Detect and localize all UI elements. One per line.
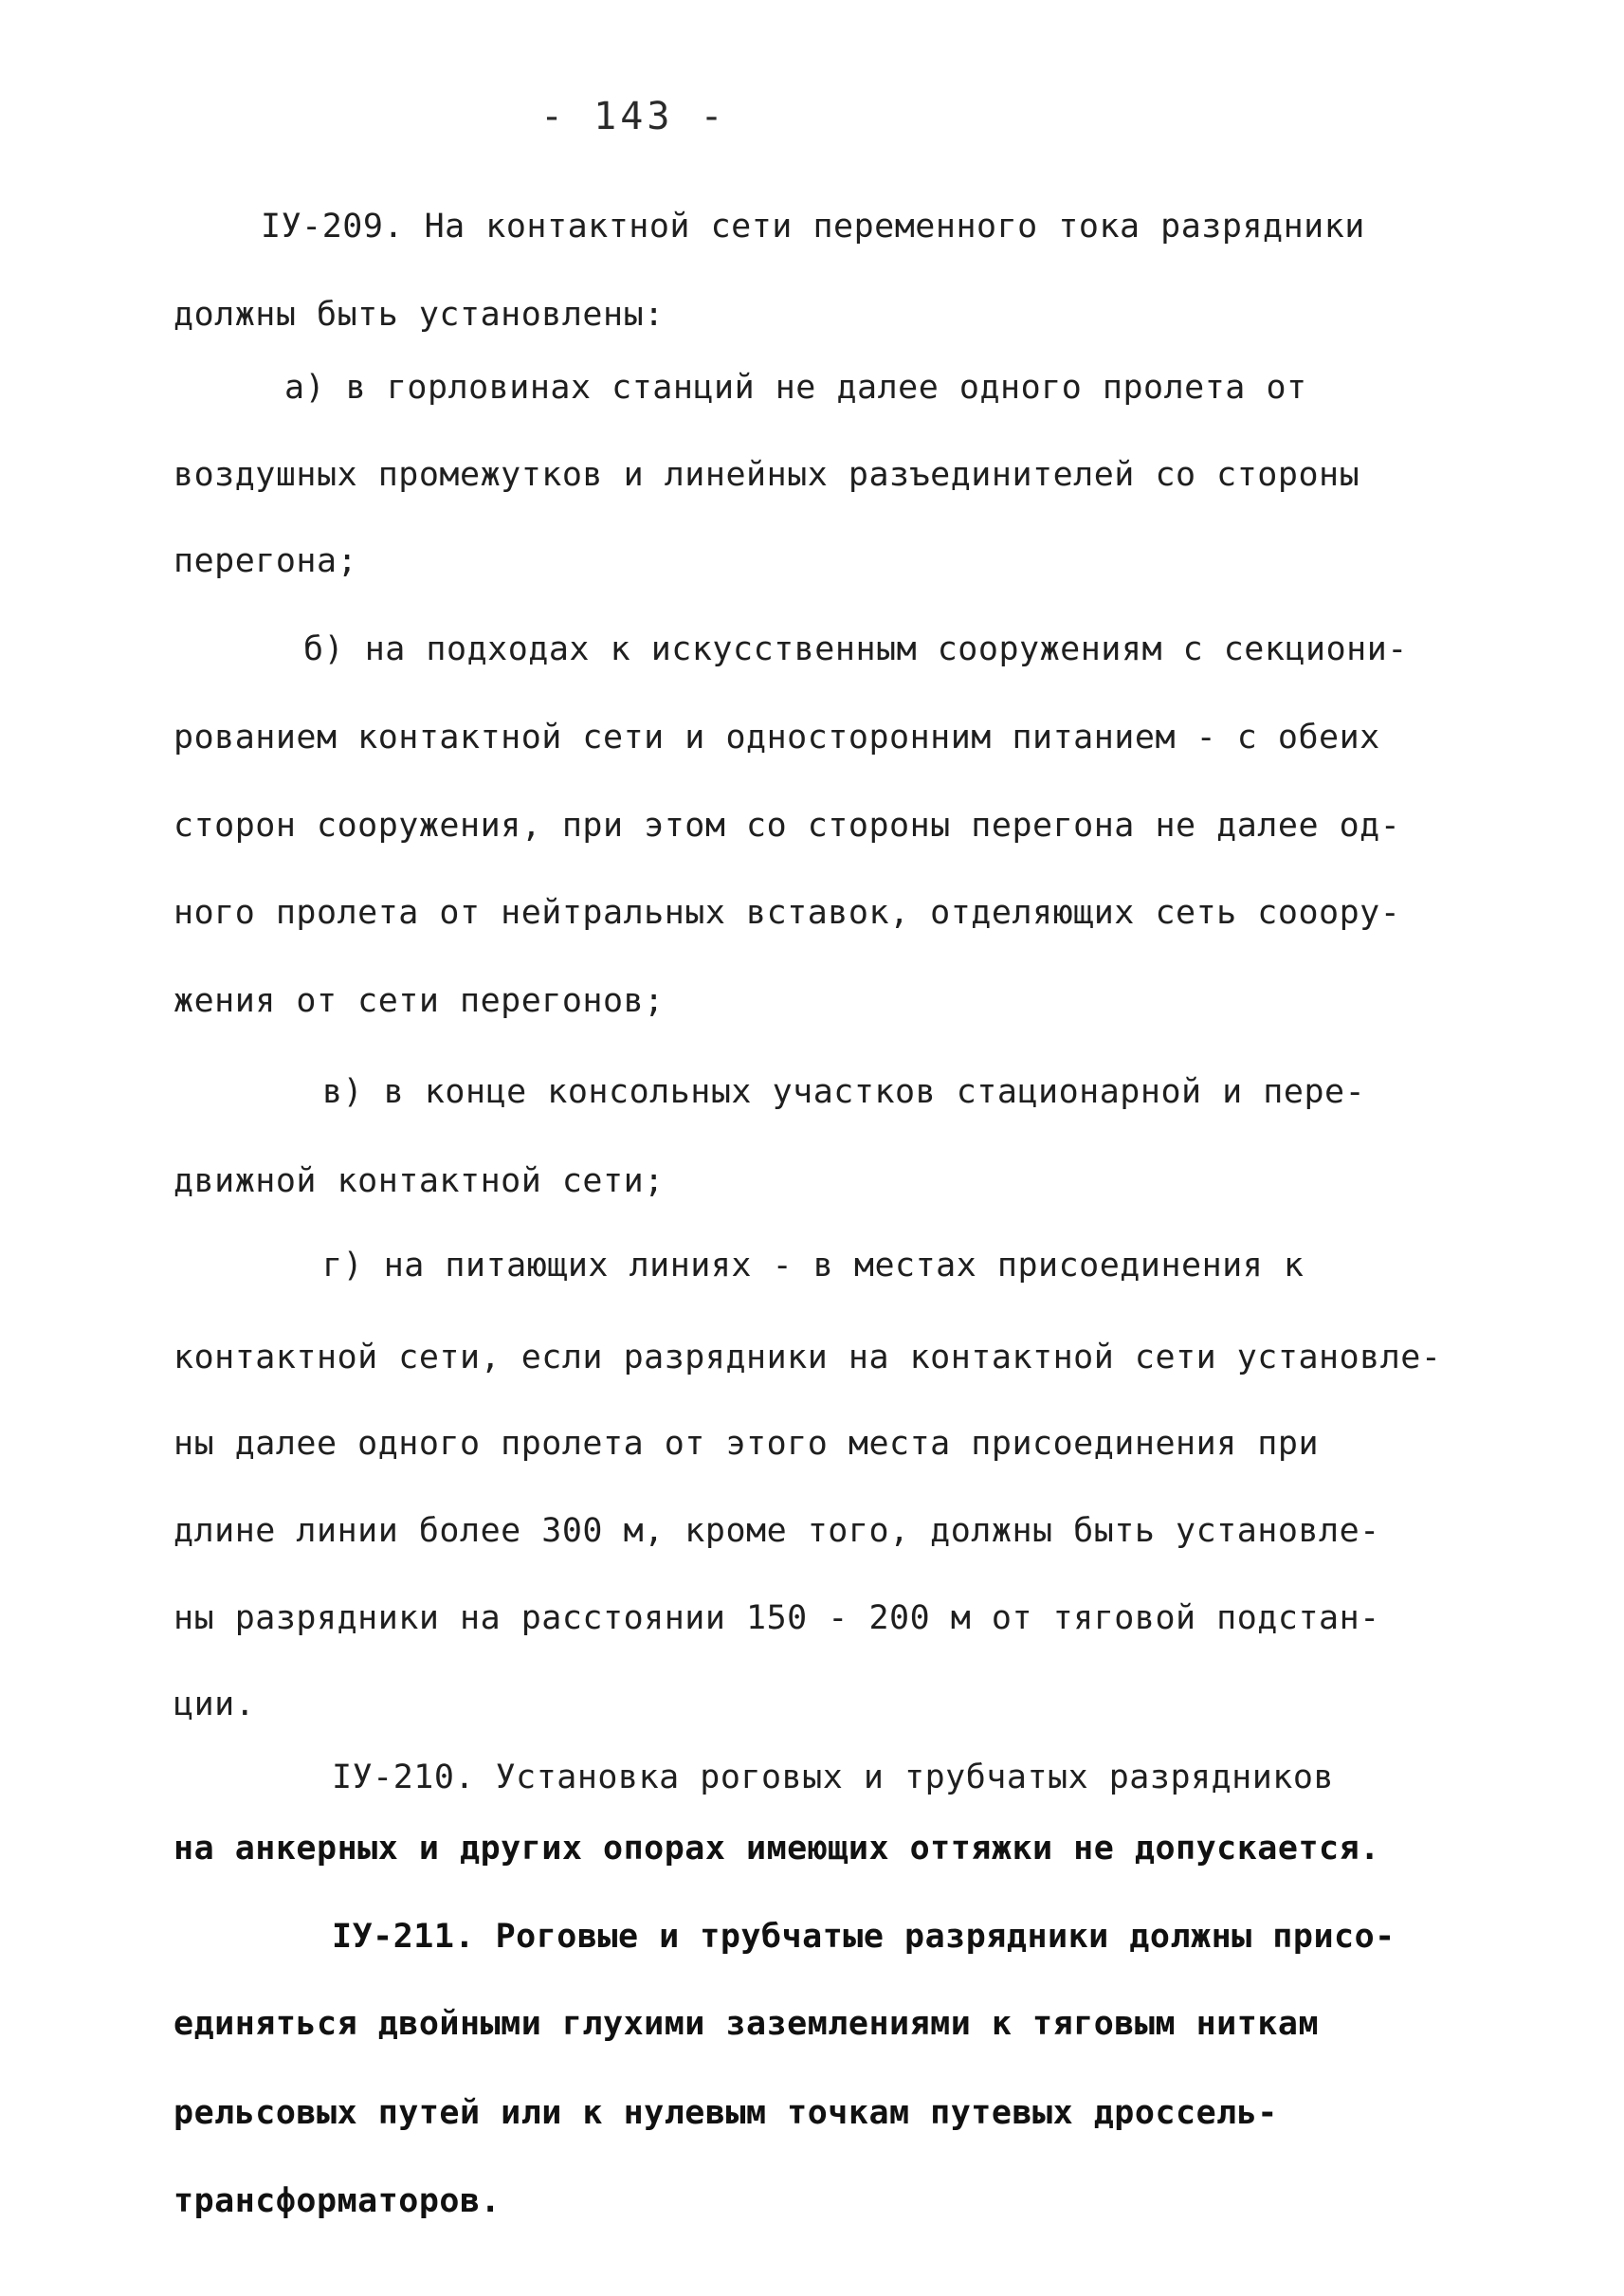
item-v-line-2: движной контактной сети; xyxy=(173,1162,665,1200)
paragraph-211-line-1: IУ-211. Роговые и трубчатые разрядники должны присо- xyxy=(332,1918,1396,1956)
item-g-line-1: г) на питающих линиях - в местах присоединения к xyxy=(322,1247,1305,1285)
item-b-line-4: ного пролета от нейтральных вставок, отделяющих сеть сооору- xyxy=(173,894,1401,932)
item-a-line-3: перегона; xyxy=(173,542,358,580)
item-g-line-3: ны далее одного пролета от этого места присоединения при xyxy=(173,1425,1320,1463)
item-b-line-3: сторон сооружения, при этом со стороны перегона не далее од- xyxy=(173,807,1401,845)
paragraph-209-line-1: IУ-209. На контактной сети переменного тока разрядники xyxy=(261,208,1365,246)
page-number: - 143 - xyxy=(540,95,727,138)
paragraph-209-line-2: должны быть установлены: xyxy=(173,296,665,334)
item-b-line-5: жения от сети перегонов; xyxy=(173,982,665,1020)
paragraph-210-line-1: IУ-210. Установка роговых и трубчатых разрядников xyxy=(332,1758,1335,1796)
item-g-line-6: ции. xyxy=(173,1686,256,1723)
paragraph-211-line-4: трансформаторов. xyxy=(173,2182,502,2220)
item-g-line-2: контактной сети, если разрядники на контактной сети установле- xyxy=(173,1339,1442,1376)
item-b-line-1: б) на подходах к искусственным сооружениям с секциони- xyxy=(303,630,1408,668)
item-g-line-4: длине линии более 300 м, кроме того, должны быть установле- xyxy=(173,1512,1380,1550)
paragraph-211-line-2: единяться двойными глухими заземлениями к тяговым ниткам xyxy=(173,2005,1320,2043)
item-a-line-1: а) в горловинах станций не далее одного пролета от xyxy=(284,369,1307,407)
paragraph-210-line-2: на анкерных и других опорах имеющих оттяжки не допускается. xyxy=(173,1830,1380,1868)
item-v-line-1: в) в конце консольных участков стационарной и пере- xyxy=(322,1073,1366,1111)
item-g-line-5: ны разрядники на расстоянии 150 - 200 м от тяговой подстан- xyxy=(173,1599,1380,1637)
item-a-line-2: воздушных промежутков и линейных разъединителей со стороны xyxy=(173,456,1360,494)
paragraph-211-line-3: рельсовых путей или к нулевым точкам путевых дроссель- xyxy=(173,2094,1278,2132)
item-b-line-2: рованием контактной сети и односторонним питанием - с обеих xyxy=(173,719,1380,756)
